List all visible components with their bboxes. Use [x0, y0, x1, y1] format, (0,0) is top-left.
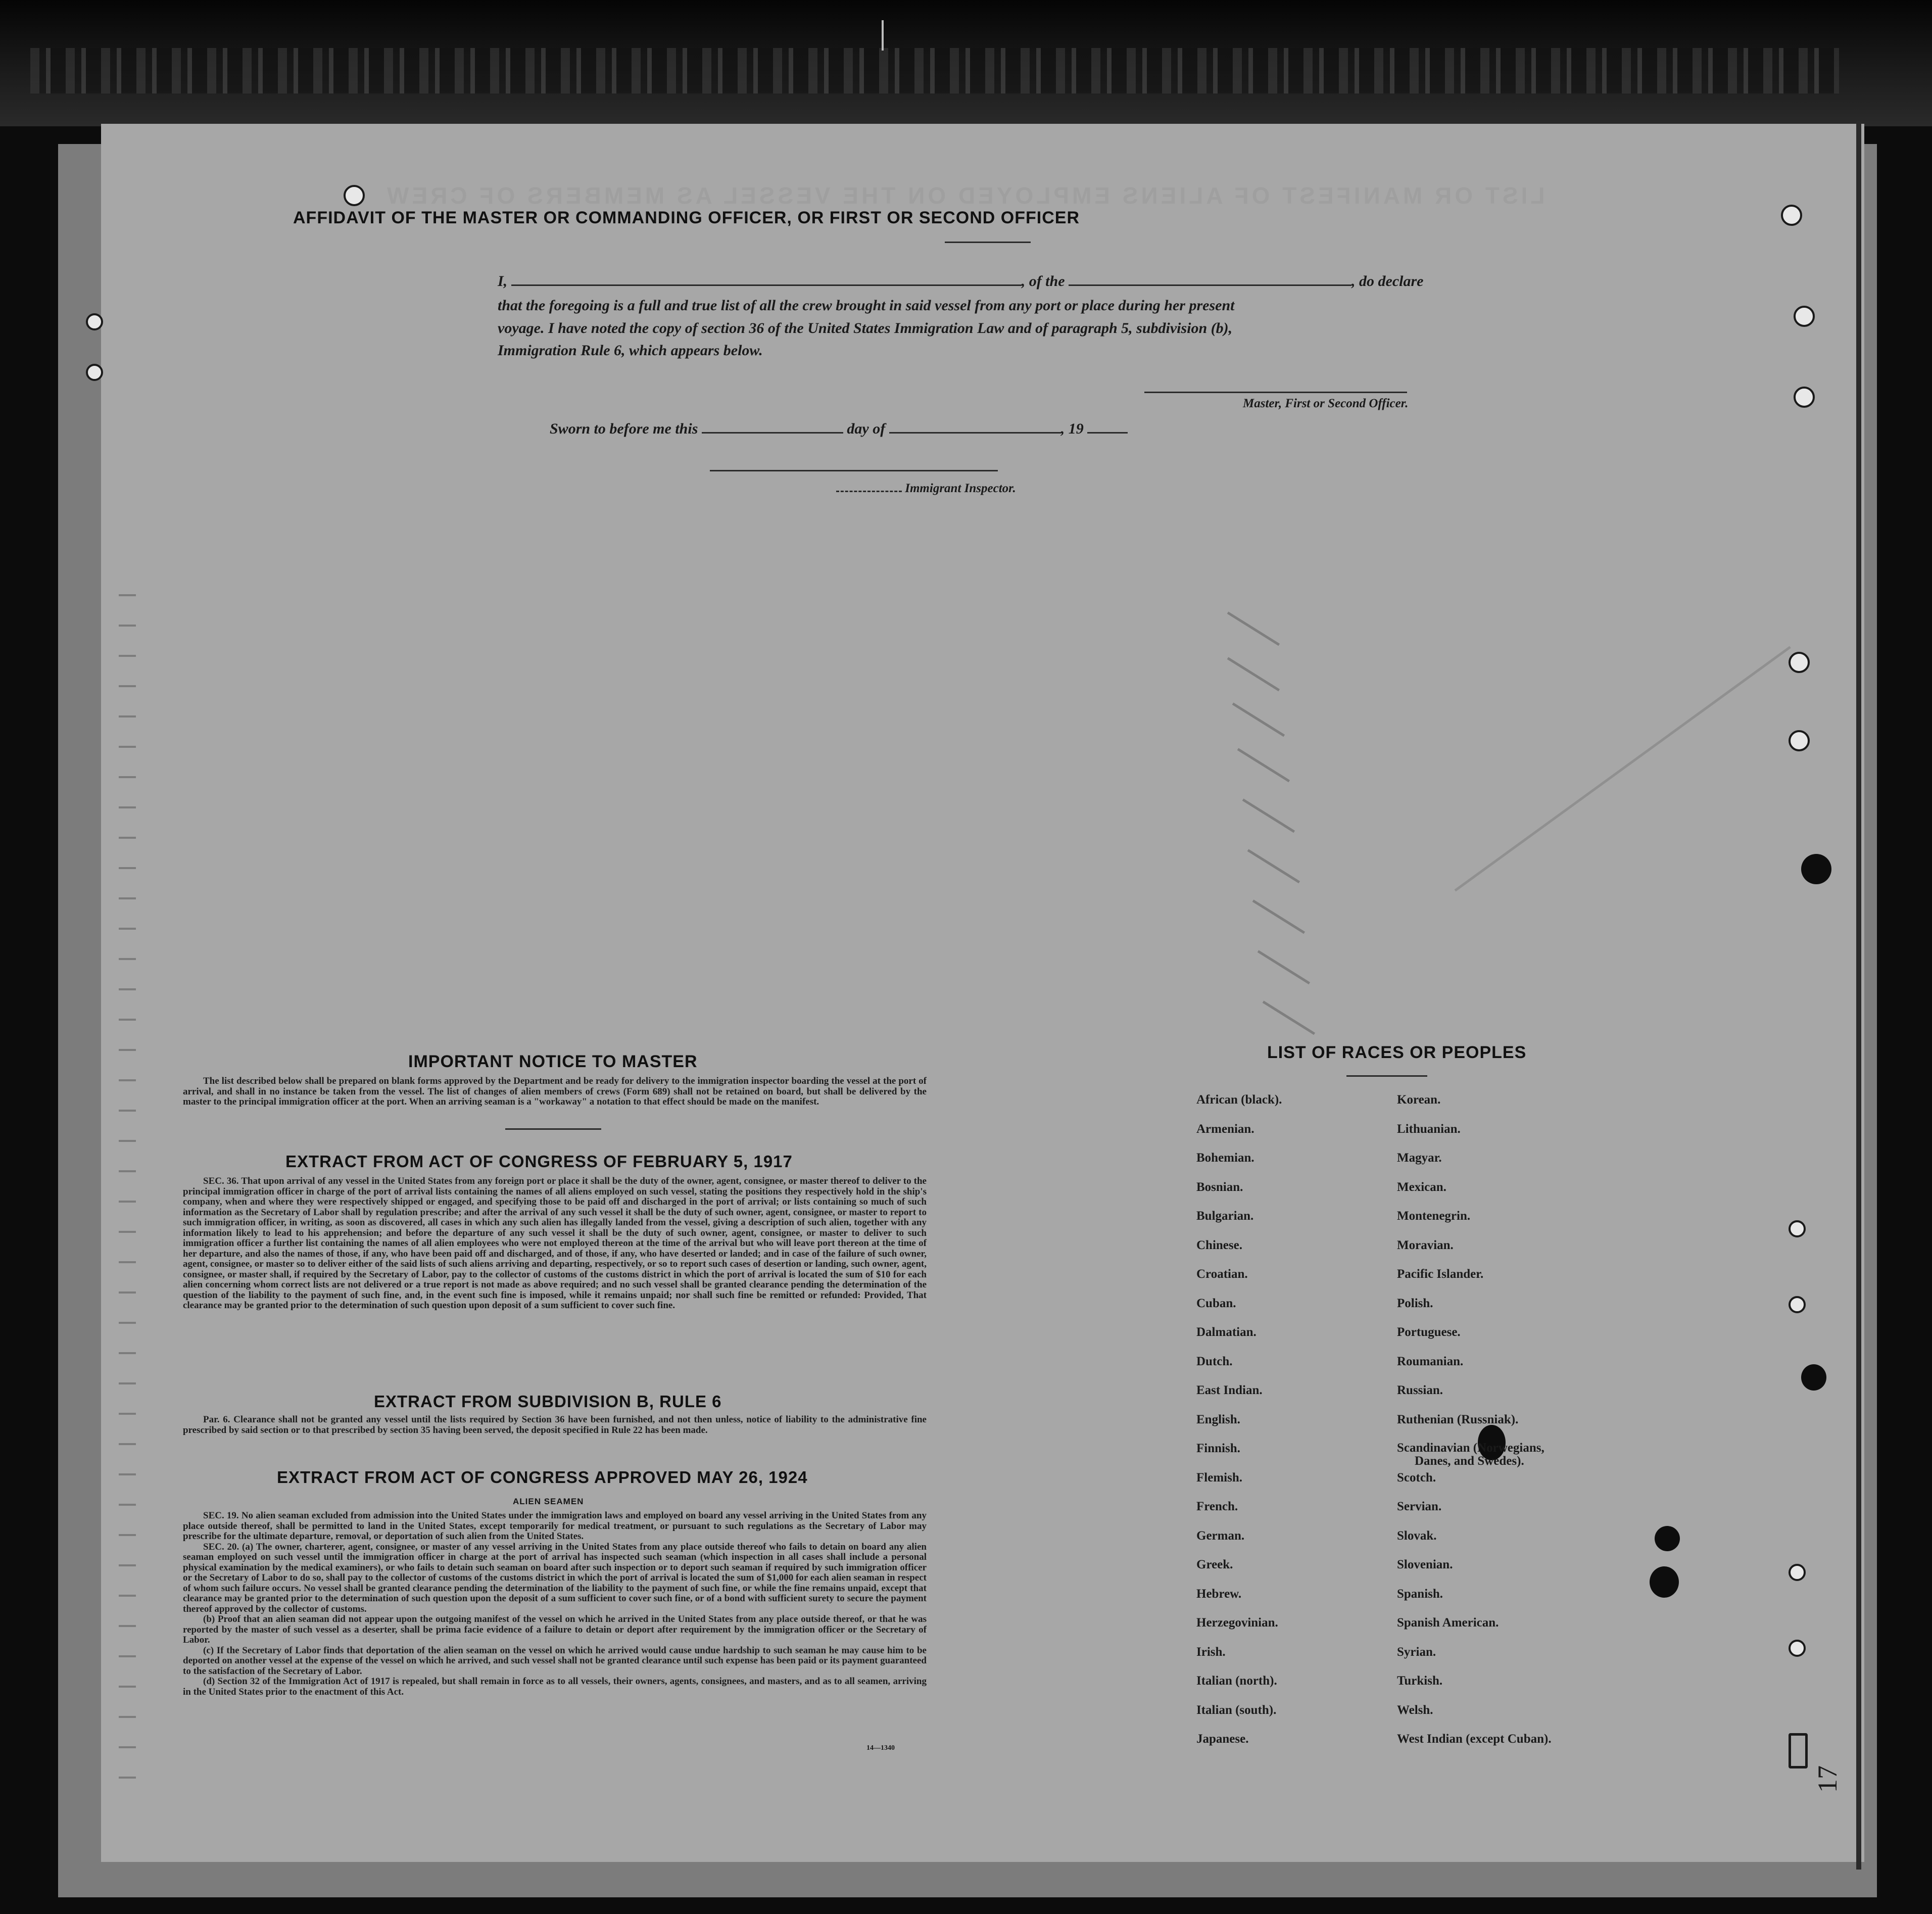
inspector-signature-line[interactable]: [710, 470, 998, 471]
race-item: Bohemian.: [1196, 1151, 1254, 1165]
affidavit-title: AFFIDAVIT OF THE MASTER OR COMMANDING OFFICER, OR FIRST OR SECOND OFFICER: [293, 208, 1080, 227]
race-item: African (black).: [1196, 1093, 1282, 1107]
races-right-column: [1397, 1093, 1552, 1761]
race-item: Roumanian.: [1397, 1354, 1464, 1368]
par6-paragraph: Par. 6. Clearance shall not be granted any vessel until the lists required by Section 36 have been furnished, and not then unless, notice of liability to the administrative fine prescribed by said section or to that prescribed by section 35 having been served, the deposit specified in Rule 22 has been made.: [183, 1414, 927, 1436]
race-item: Armenian.: [1196, 1122, 1254, 1136]
race-item: Moravian.: [1397, 1238, 1454, 1252]
race-item: West Indian (except Cuban).: [1397, 1732, 1552, 1746]
race-item: Dutch.: [1196, 1354, 1233, 1368]
i-label: I,: [498, 273, 508, 290]
form-number: 14—1340: [866, 1744, 895, 1752]
races-title: LIST OF RACES OR PEOPLES: [1267, 1043, 1527, 1062]
alien-seamen-subtitle: ALIEN SEAMEN: [513, 1497, 584, 1506]
race-item: Ruthenian (Russniak).: [1397, 1412, 1519, 1426]
ink-blot: [1650, 1566, 1679, 1598]
ink-blot: [1801, 854, 1831, 884]
race-item: Herzegovinian.: [1196, 1616, 1278, 1630]
race-item: Turkish.: [1397, 1674, 1443, 1688]
races-left-column: [1196, 1093, 1282, 1761]
race-item: Chinese.: [1196, 1238, 1242, 1252]
punch-hole: [1789, 1220, 1806, 1237]
punch-hole: [1789, 1640, 1806, 1657]
race-item: Montenegrin.: [1397, 1209, 1471, 1223]
punch-hole: [86, 364, 103, 381]
punch-hole: [1789, 730, 1810, 751]
sworn-month-field[interactable]: [889, 432, 1061, 434]
of-the-label: , of the: [1021, 273, 1065, 290]
sec20b-paragraph: (b) Proof that an alien seaman did not appear upon the outgoing manifest of the vessel on which he arrived in the United States from any place outside thereof, or that he was reported by the master of such vessel as a deserter, shall be prima facie evidence of a failure to detain or deport after requirement by the immigration officer or the Secretary of Labor.: [183, 1614, 927, 1645]
sworn-label: Sworn to before me this: [550, 420, 698, 437]
sec36-paragraph: SEC. 36. That upon arrival of any vessel in the United States from any foreign port or place it shall be the duty of the owner, agent, consignee, or master thereof to deliver to the principal immigration officer in charge of the port of arrival lists containing the names of all aliens employed on such vessel, stating the positions they respectively hold in the ship's company, when and where they were respectively shipped or engaged, and specifying those to be paid off and discharged in the port of arrival; or lists containing so much of such information as the Secretary of Labor shall by regulation prescribe; and after the arrival of any such vessel it shall be the duty of such owner, agent, consignee, or master to report to such immigration officer, in writing, as soon as discovered, all cases in which any such alien has illegally landed from the vessel, giving a description of such alien, together with any information likely to lead to his apprehension; and before the departure of any such vessel it shall be the duty of such owner, agent, consignee, or master to deliver to such immigration officer a further list containing the names of all alien employees who were not employed thereon at the time of the arrival but who will leave port thereon at the time of her departure, and also the names of those, if any, who have been paid off and discharged, and of those, if any, who have deserted or landed; and in case of the failure of such owner, agent, consignee, or master so to deliver either of the said lists of such aliens arriving and departing, respectively, or so to report such cases of desertion or landing, such owner, agent, consignee, or master shall, if required by the Secretary of Labor, pay to the collector of customs of the customs district in which the port of arrival is located the sum of $10 for each alien concerning whom correct lists are not delivered or a true report is not made as above required; and no such vessel shall be granted clearance pending the determination of the question of the liability to the payment of such fine, and, in the event such fine is imposed, while it remains unpaid; nor shall such fine be remitted or refunded: Provided, That clearance may be granted prior to the determination of such question upon deposit of a sum sufficient to cover such fine.: [183, 1176, 927, 1311]
race-item: Finnish.: [1196, 1442, 1240, 1455]
punch-hole: [1789, 1296, 1806, 1313]
vessel-field[interactable]: [1069, 284, 1351, 286]
punch-hole: [344, 185, 365, 206]
extract-1924-title: EXTRACT FROM ACT OF CONGRESS APPROVED MAY 26, 1924: [277, 1468, 808, 1487]
master-signature-line[interactable]: [1144, 392, 1407, 393]
rule6-text: [183, 1415, 927, 1436]
race-item: French.: [1196, 1500, 1238, 1513]
ruled-margin: [119, 566, 136, 1789]
punch-hole: [86, 313, 103, 330]
extract-1917-title: EXTRACT FROM ACT OF CONGRESS OF FEBRUARY 5, 1917: [285, 1152, 793, 1171]
punch-hole: [1794, 387, 1815, 408]
inspector-text: Immigrant Inspector.: [905, 482, 1016, 495]
scan-noise: [30, 48, 1839, 93]
race-item: Spanish.: [1397, 1587, 1443, 1601]
race-item: Flemish.: [1196, 1470, 1242, 1485]
margin-mark: 17: [1812, 1765, 1843, 1793]
bleed-through-heading: LIST OR MANIFEST OF ALIENS EMPLOYED ON THE VESSEL AS MEMBERS OF CREW: [384, 182, 1545, 209]
punch-hole: [1781, 205, 1802, 226]
notice-paragraph: The list described below shall be prepared on blank forms approved by the Department and be ready for delivery to the immigration inspector boarding the vessel at the port of arrival, and shall in no instance be taken from the vessel. The list of changes of alien members of crews (Form 689) shall not be retained on board, but shall be delivered by the master to the principal immigration officer at the port. When an arriving seaman is a "workaway" a notation to that effect should be made on the manifest.: [183, 1076, 927, 1107]
page-edge: [1856, 121, 1861, 1870]
race-item: Portuguese.: [1397, 1325, 1461, 1339]
race-item: Irish.: [1196, 1645, 1226, 1659]
race-item: Italian (south).: [1196, 1703, 1277, 1717]
ink-blot: [1789, 1733, 1808, 1768]
affidavit-line-0: [498, 273, 1423, 290]
race-item: Servian.: [1397, 1500, 1442, 1513]
race-item: East Indian.: [1196, 1383, 1263, 1397]
race-item: Russian.: [1397, 1383, 1443, 1397]
race-item: Mexican.: [1397, 1180, 1446, 1194]
race-item: Dalmatian.: [1196, 1325, 1257, 1339]
race-item: Polish.: [1397, 1296, 1433, 1310]
race-item: Spanish American.: [1397, 1616, 1499, 1630]
race-item: Pacific Islander.: [1397, 1267, 1484, 1281]
sworn-line: [550, 420, 1128, 438]
punch-hole: [1794, 306, 1815, 327]
race-item: Japanese.: [1196, 1732, 1249, 1746]
race-item: Greek.: [1196, 1558, 1233, 1571]
race-item-line1: Scandinavian (Norwegians,: [1397, 1441, 1544, 1455]
race-item: Lithuanian.: [1397, 1122, 1461, 1136]
notice-text: [183, 1076, 927, 1108]
sec20c-paragraph: (c) If the Secretary of Labor finds that deportation of the alien seaman on the vessel on which he arrived would cause undue hardship to such seaman he may cause him to be deported on another vessel at the expense of the vessel on which he arrived, and such vessel shall not be granted clearance until such expense has been paid or its payment guaranteed to the satisfaction of the Secretary of Labor.: [183, 1645, 927, 1677]
race-item: Cuban.: [1196, 1296, 1236, 1310]
do-declare-label: , do declare: [1351, 273, 1424, 290]
sec19-paragraph: SEC. 19. No alien seaman excluded from admission into the United States under the immigration laws and employed on board any vessel arriving in the United States from any place outside thereof, shall be permitted to land in the United States, except temporarily for medical treatment, or pursuant to such regulations as the Secretary of Labor may prescribe for the ultimate departure, removal, or deportation of such alien from the United States.: [183, 1510, 927, 1542]
punch-hole: [1789, 652, 1810, 673]
race-item: Bosnian.: [1196, 1180, 1243, 1194]
race-item: Slovenian.: [1397, 1558, 1453, 1571]
ink-blot: [1801, 1364, 1826, 1391]
day-of-label: day of: [847, 420, 886, 437]
race-item: German.: [1196, 1528, 1245, 1543]
master-signature-label: Master, First or Second Officer.: [1243, 397, 1409, 410]
name-field[interactable]: [511, 284, 1022, 286]
sec20d-paragraph: (d) Section 32 of the Immigration Act of 1917 is repealed, but shall remain in force as to all vessels, their owners, agents, consignees, and masters, and as to all seamen, arriving in the United States prior to the enactment of this Act.: [183, 1676, 927, 1697]
sworn-year-field[interactable]: [1087, 432, 1128, 434]
notice-rule: [505, 1128, 601, 1130]
year-label: , 19: [1060, 420, 1084, 437]
race-item: Slovak.: [1397, 1528, 1437, 1543]
inspector-label: [836, 482, 1016, 496]
race-item: English.: [1196, 1412, 1240, 1426]
race-item: Croatian.: [1196, 1267, 1248, 1281]
race-item: Bulgarian.: [1196, 1209, 1254, 1223]
rule6-title: EXTRACT FROM SUBDIVISION B, RULE 6: [374, 1392, 722, 1411]
race-item: Korean.: [1397, 1093, 1441, 1107]
race-item: Magyar.: [1397, 1151, 1442, 1165]
scan-mark: [882, 20, 884, 51]
race-item-line2: Danes, and Swedes).: [1415, 1454, 1524, 1468]
sworn-day-field[interactable]: [702, 432, 843, 434]
title-rule: [945, 242, 1031, 243]
affidavit-line-1: that the foregoing is a full and true list of all the crew brought in said vessel from any port or place during her present: [498, 297, 1235, 314]
sec20a-paragraph: SEC. 20. (a) The owner, charterer, agent, consignee, or master of any vessel arriving in the United States from any place outside thereof who fails to detain on board any alien seaman employed on such vessel until the immigration officer in charge at the port of arrival has inspected such seaman (which inspection in all cases shall include a personal physical examination by the medical examiners), or who fails to detain such seaman on board after such inspection or to deport such seaman if required by such immigration officer or the Secretary of Labor to do so, shall pay to the collector of customs of the customs district in which the port of arrival is located the sum of $1,000 for each alien seaman in respect of whom such failure occurs. No vessel shall be granted clearance pending the determination of the liability to the payment of such fine, or while the fine remains unpaid, except that clearance may be granted prior to the determination of such question upon the deposit of a sum sufficient to cover such fine, or of a bond with sufficient surety to secure the payment thereof approved by the collector of customs.: [183, 1541, 927, 1614]
ink-blot: [1655, 1526, 1680, 1551]
race-item: Welsh.: [1397, 1703, 1433, 1717]
notice-title: IMPORTANT NOTICE TO MASTER: [408, 1052, 698, 1071]
race-item: Hebrew.: [1196, 1587, 1242, 1601]
punch-hole: [1789, 1564, 1806, 1581]
affidavit-line-2: voyage. I have noted the copy of section 36 of the United States Immigration Law and of paragraph 5, subdivision (b),: [498, 320, 1233, 337]
extract-1924-text: [183, 1511, 927, 1697]
race-item: [1397, 1442, 1552, 1471]
affidavit-line-3: Immigration Rule 6, which appears below.: [498, 342, 763, 359]
inspector-lead: [836, 491, 902, 492]
races-rule: [1346, 1075, 1427, 1077]
race-item: Italian (north).: [1196, 1674, 1277, 1688]
race-item: Scotch.: [1397, 1470, 1436, 1485]
extract-1917-text: [183, 1176, 927, 1311]
race-item: Syrian.: [1397, 1645, 1436, 1659]
